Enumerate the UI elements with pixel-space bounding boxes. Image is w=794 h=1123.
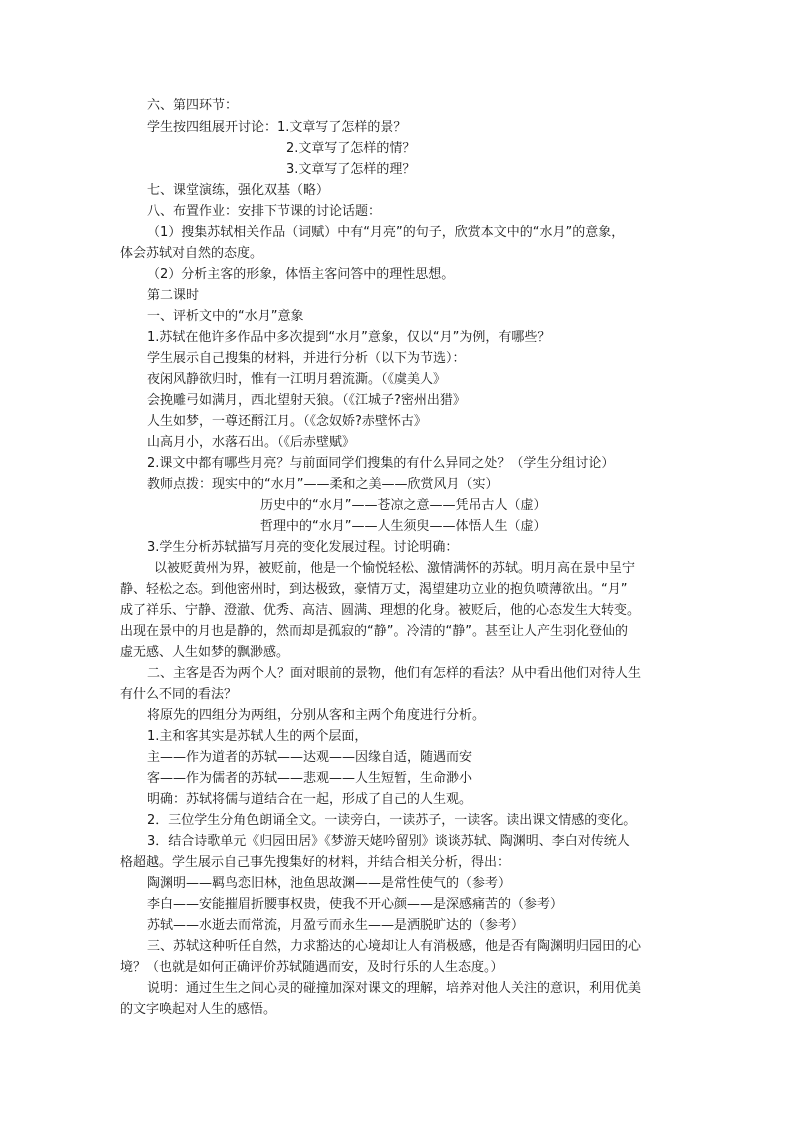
paragraph-line: 1.主和客其实是苏轼人生的两个层面， xyxy=(147,729,368,744)
paragraph-line: 1.苏轼在他许多作品中多次提到“水月”意象，仅以“月”为例，有哪些？ xyxy=(147,330,551,345)
paragraph-line: 3.文章写了怎样的理？ xyxy=(286,162,416,177)
paragraph-line: 主——作为道者的苏轼——达观——因缘自适，随遇而安 xyxy=(147,750,473,765)
paragraph-line: 格超越。学生展示自己事先搜集好的材料，并结合相关分析，得出： xyxy=(120,855,511,870)
paragraph-line: 静、轻松之态。到他密州时，到达极致，豪情万丈，渴望建功立业的抱负喷薄欲出。“月” xyxy=(120,582,628,597)
paragraph-line: 成了祥乐、宁静、澄澈、优秀、高洁、圆满、理想的化身。被贬后，他的心态发生大转变。 xyxy=(120,603,641,618)
quote-line: 会挽雕弓如满月，西北望射天狼。（《江城子?密州出猎》 xyxy=(147,393,466,408)
paragraph-line: 以被贬黄州为界，被贬前，他是一个愉悦轻松、激情满怀的苏轼。明月高在景中呈宁 xyxy=(154,561,636,576)
section-heading: 三、苏轼这种听任自然，力求豁达的心境却让人有消极感，他是否有陶渊明归园田的心 xyxy=(147,939,642,954)
paragraph-line: 3.学生分析苏轼描写月亮的变化发展过程。讨论明确： xyxy=(147,540,459,555)
paragraph-line: 李白——安能摧眉折腰事权贵，使我不开心颜——是深感痛苦的（参考） xyxy=(147,897,564,912)
paragraph-line: 出现在景中的月也是静的，然而却是孤寂的“静”。冷清的“静”。甚至让人产生羽化登仙的 xyxy=(120,624,628,639)
quote-line: 人生如梦，一尊还酹江月。（《念奴娇?赤壁怀古》 xyxy=(147,414,427,429)
paragraph-line: 历史中的“水月”——苍凉之意——凭吊古人（虚） xyxy=(260,498,547,513)
paragraph-line: 有什么不同的看法？ xyxy=(120,687,238,702)
section-heading: 六、第四环节： xyxy=(147,98,239,113)
paragraph-line: 虚无感、人生如梦的飘渺感。 xyxy=(120,645,290,660)
paragraph-line: 的文字唤起对人生的感悟。 xyxy=(120,1002,277,1017)
paragraph-line: （2）分析主客的形象，体悟主客问答中的理性思想。 xyxy=(147,267,455,282)
paragraph-line: 体会苏轼对自然的态度。 xyxy=(120,246,264,261)
paragraph-line: 教师点拨：现实中的“水月”——柔和之美——欣赏风月（实） xyxy=(147,477,499,492)
section-heading: 二、主客是否为两个人？面对眼前的景物，他们有怎样的看法？从中看出他们对待人生 xyxy=(147,666,642,681)
paragraph-line: 3．结合诗歌单元《归园田居》《梦游天姥吟留别》谈谈苏轼、陶渊明、李白对传统人 xyxy=(147,834,630,849)
section-heading: 一、评析文中的“水月”意象 xyxy=(147,309,304,324)
paragraph-line: 学生按四组展开讨论：1.文章写了怎样的景？ xyxy=(147,120,407,135)
paragraph-line: （1）搜集苏轼相关作品（词赋）中有“月亮”的句子，欣赏本文中的“水月”的意象， xyxy=(147,225,625,240)
paragraph-line: 境？（也就是如何正确评价苏轼随遇而安，及时行乐的人生态度。） xyxy=(120,960,504,975)
lesson-heading: 第二课时 xyxy=(147,288,200,303)
paragraph-line: 哲理中的“水月”——人生须臾——体悟人生（虚） xyxy=(260,519,547,534)
paragraph-line: 2．三位学生分角色朗诵全文。一读旁白，一读苏子，一读客。读出课文情感的变化。 xyxy=(147,813,637,828)
paragraph-line: 明确：苏轼将儒与道结合在一起，形成了自己的人生观。 xyxy=(147,792,473,807)
section-heading: 七、课堂演练，强化双基（略） xyxy=(147,183,330,198)
quote-line: 山高月小，水落石出。（《后赤壁赋》 xyxy=(147,435,356,450)
paragraph-line: 苏轼——水逝去而常流，月盈亏而永生——是洒脱旷达的（参考） xyxy=(147,918,525,933)
paragraph-line: 客——作为儒者的苏轼——悲观——人生短暂，生命渺小 xyxy=(147,771,473,786)
section-heading: 八、布置作业：安排下节课的讨论话题： xyxy=(147,204,382,219)
paragraph-line: 2.文章写了怎样的情？ xyxy=(286,141,416,156)
paragraph-line: 说明：通过生生之间心灵的碰撞加深对课文的理解，培养对他人关注的意识，利用优美 xyxy=(147,981,642,996)
quote-line: 夜闲风静欲归时，惟有一江明月碧流澌。（《虞美人》 xyxy=(147,372,447,387)
paragraph-line: 学生展示自己搜集的材料，并进行分析（以下为节选）： xyxy=(147,351,466,366)
paragraph-line: 陶渊明——羁鸟恋旧林，池鱼思故渊——是常性使气的（参考） xyxy=(147,876,512,891)
paragraph-line: 2.课文中都有哪些月亮？与前面同学们搜集的有什么异同之处？（学生分组讨论） xyxy=(147,456,615,471)
paragraph-line: 将原先的四组分为两组，分别从客和主两个角度进行分析。 xyxy=(147,708,486,723)
